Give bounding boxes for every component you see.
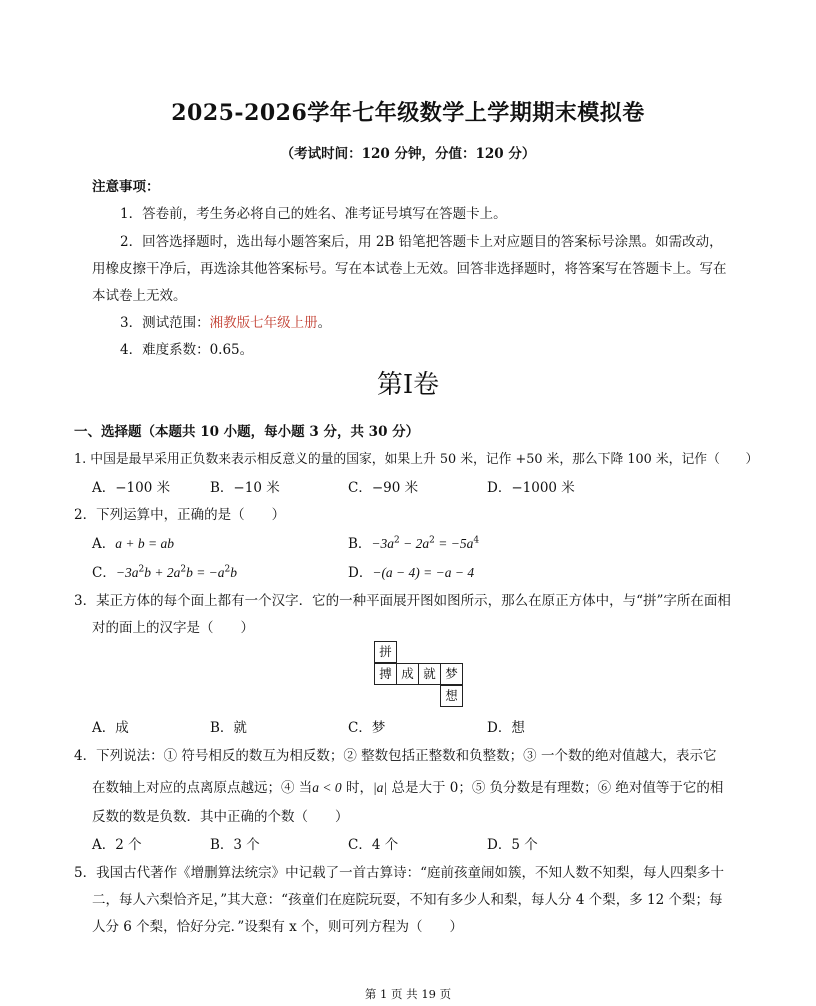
question-3-option-c: C．梦 bbox=[348, 720, 386, 736]
question-1-stem: 1. 中国是最早采用正负数来表示相反意义的量的国家，如果上升 50 米，记作 +50 米，那么下降 100 米，记作（ ） bbox=[74, 452, 759, 467]
test-range: 湘教版七年级上册 bbox=[209, 315, 318, 331]
expression-part: b bbox=[230, 565, 238, 580]
option-expression: −(a − 4) = −a − 4 bbox=[372, 565, 475, 580]
option-label: C． bbox=[92, 565, 116, 581]
expression-part: b = −a bbox=[186, 565, 225, 580]
question-5-stem-line-3: 人分 6 个梨，恰好分完．”设梨有 x 个，则可列方程为（ ） bbox=[92, 919, 464, 935]
inline-math: |a| bbox=[372, 780, 388, 795]
question-2-option-a bbox=[92, 532, 174, 552]
note-item-2-line-2: 用橡皮擦干净后，再选涂其他答案标号。写在本试卷上无效。回答非选择题时，将答案写在答题卡上。写在 bbox=[92, 261, 727, 277]
question-3-option-d: D．想 bbox=[487, 720, 525, 736]
note-item-2-line-1: 2．回答选择题时，选出每小题答案后，用 2B 铅笔把答题卡上对应题目的答案标号涂黑。如需改动， bbox=[120, 234, 723, 250]
question-3-stem-line-2: 对的面上的汉字是（ ） bbox=[92, 620, 254, 636]
part-heading: 一、选择题（本题共 10 小题，每小题 3 分，共 30 分） bbox=[74, 424, 420, 440]
net-cell: 成 bbox=[396, 663, 419, 685]
stem-text: 时， bbox=[341, 780, 373, 796]
exponent: 2 bbox=[180, 564, 187, 575]
question-4-stem-line-1: 4．下列说法：① 符号相反的数互为相反数；② 整数包括正整数和负整数；③ 一个数的绝对值越大，表示它 bbox=[74, 748, 717, 764]
expression-part: − 2a bbox=[399, 536, 430, 551]
note-item-3-suffix: 。 bbox=[317, 315, 332, 331]
question-2-option-d bbox=[348, 561, 474, 581]
question-5-stem-line-1: 5．我国古代著作《增删算法统宗》中记载了一首古算诗：“庭前孩童闹如簇，不知人数不知梨，每人四梨多十 bbox=[74, 865, 724, 881]
net-cell: 搏 bbox=[374, 663, 397, 685]
question-4-option-a: A．2 个 bbox=[92, 837, 142, 853]
question-1-option-b: B．−10 米 bbox=[210, 480, 280, 496]
page-number-footer: 第 1 页 共 19 页 bbox=[364, 987, 452, 1001]
option-label: D． bbox=[348, 565, 373, 581]
note-item-3 bbox=[120, 311, 331, 331]
question-4-option-c: C．4 个 bbox=[348, 837, 399, 853]
stem-text: 在数轴上对应的点离原点越远；④ 当 bbox=[92, 780, 313, 796]
question-3-stem-line-1: 3．某正方体的每个面上都有一个汉字．它的一种平面展开图如图所示，那么在原正方体中，与“拼”字所在面相 bbox=[74, 593, 731, 609]
note-item-3-prefix: 3．测试范围： bbox=[120, 315, 210, 331]
note-item-2-line-3: 本试卷上无效。 bbox=[92, 288, 187, 304]
exponent: 4 bbox=[473, 535, 480, 546]
question-2-stem: 2．下列运算中，正确的是（ ） bbox=[74, 507, 286, 523]
question-4-stem-line-2 bbox=[92, 776, 723, 796]
question-5-stem-line-2: 二，每人六梨恰齐足，”其大意：“孩童们在庭院玩耍，不知有多少人和梨，每人分 4 个梨，多 12 个梨；每 bbox=[92, 892, 723, 908]
question-3-option-a: A．成 bbox=[92, 720, 129, 736]
expression-part: −3a bbox=[115, 565, 139, 580]
question-3-option-b: B．就 bbox=[210, 720, 247, 736]
option-expression: a + b = ab bbox=[115, 536, 174, 551]
question-1-option-d: D．−1000 米 bbox=[487, 480, 575, 496]
section-title: 第Ⅰ卷 bbox=[376, 370, 440, 400]
net-cell: 想 bbox=[440, 685, 463, 707]
exponent: 2 bbox=[224, 564, 231, 575]
inline-math: a < 0 bbox=[312, 780, 342, 795]
exam-subtitle: （考试时间：120 分钟，分值：120 分） bbox=[280, 146, 536, 162]
note-item-4: 4．难度系数：0.65。 bbox=[120, 342, 254, 358]
question-2-option-b bbox=[348, 532, 479, 552]
question-1-option-c: C．−90 米 bbox=[348, 480, 419, 496]
question-4-stem-line-3: 反数的数是负数．其中正确的个数（ ） bbox=[92, 809, 349, 825]
expression-part: b + 2a bbox=[144, 565, 181, 580]
note-item-1: 1．答卷前，考生务必将自己的姓名、准考证号填写在答题卡上。 bbox=[120, 206, 507, 222]
notes-heading: 注意事项： bbox=[92, 179, 160, 195]
exponent: 2 bbox=[138, 564, 145, 575]
question-2-option-c bbox=[92, 561, 237, 581]
question-1-option-a: A．−100 米 bbox=[92, 480, 171, 496]
exponent: 2 bbox=[429, 535, 435, 546]
option-label: A． bbox=[92, 536, 116, 552]
option-label: B． bbox=[348, 536, 372, 552]
exponent: 2 bbox=[394, 535, 400, 546]
net-cell: 拼 bbox=[374, 641, 397, 663]
cube-net-figure bbox=[374, 641, 464, 709]
question-4-option-b: B．3 个 bbox=[210, 837, 260, 853]
exam-title: 2025-2026学年七年级数学上学期期末模拟卷 bbox=[171, 100, 645, 126]
stem-text: 总是大于 0；⑤ 负分数是有理数；⑥ 绝对值等于它的相 bbox=[387, 780, 724, 796]
net-cell: 就 bbox=[418, 663, 441, 685]
net-cell: 梦 bbox=[440, 663, 463, 685]
question-4-option-d: D．5 个 bbox=[487, 837, 538, 853]
expression-part: −3a bbox=[371, 536, 395, 551]
expression-part: = −5a bbox=[434, 536, 474, 551]
